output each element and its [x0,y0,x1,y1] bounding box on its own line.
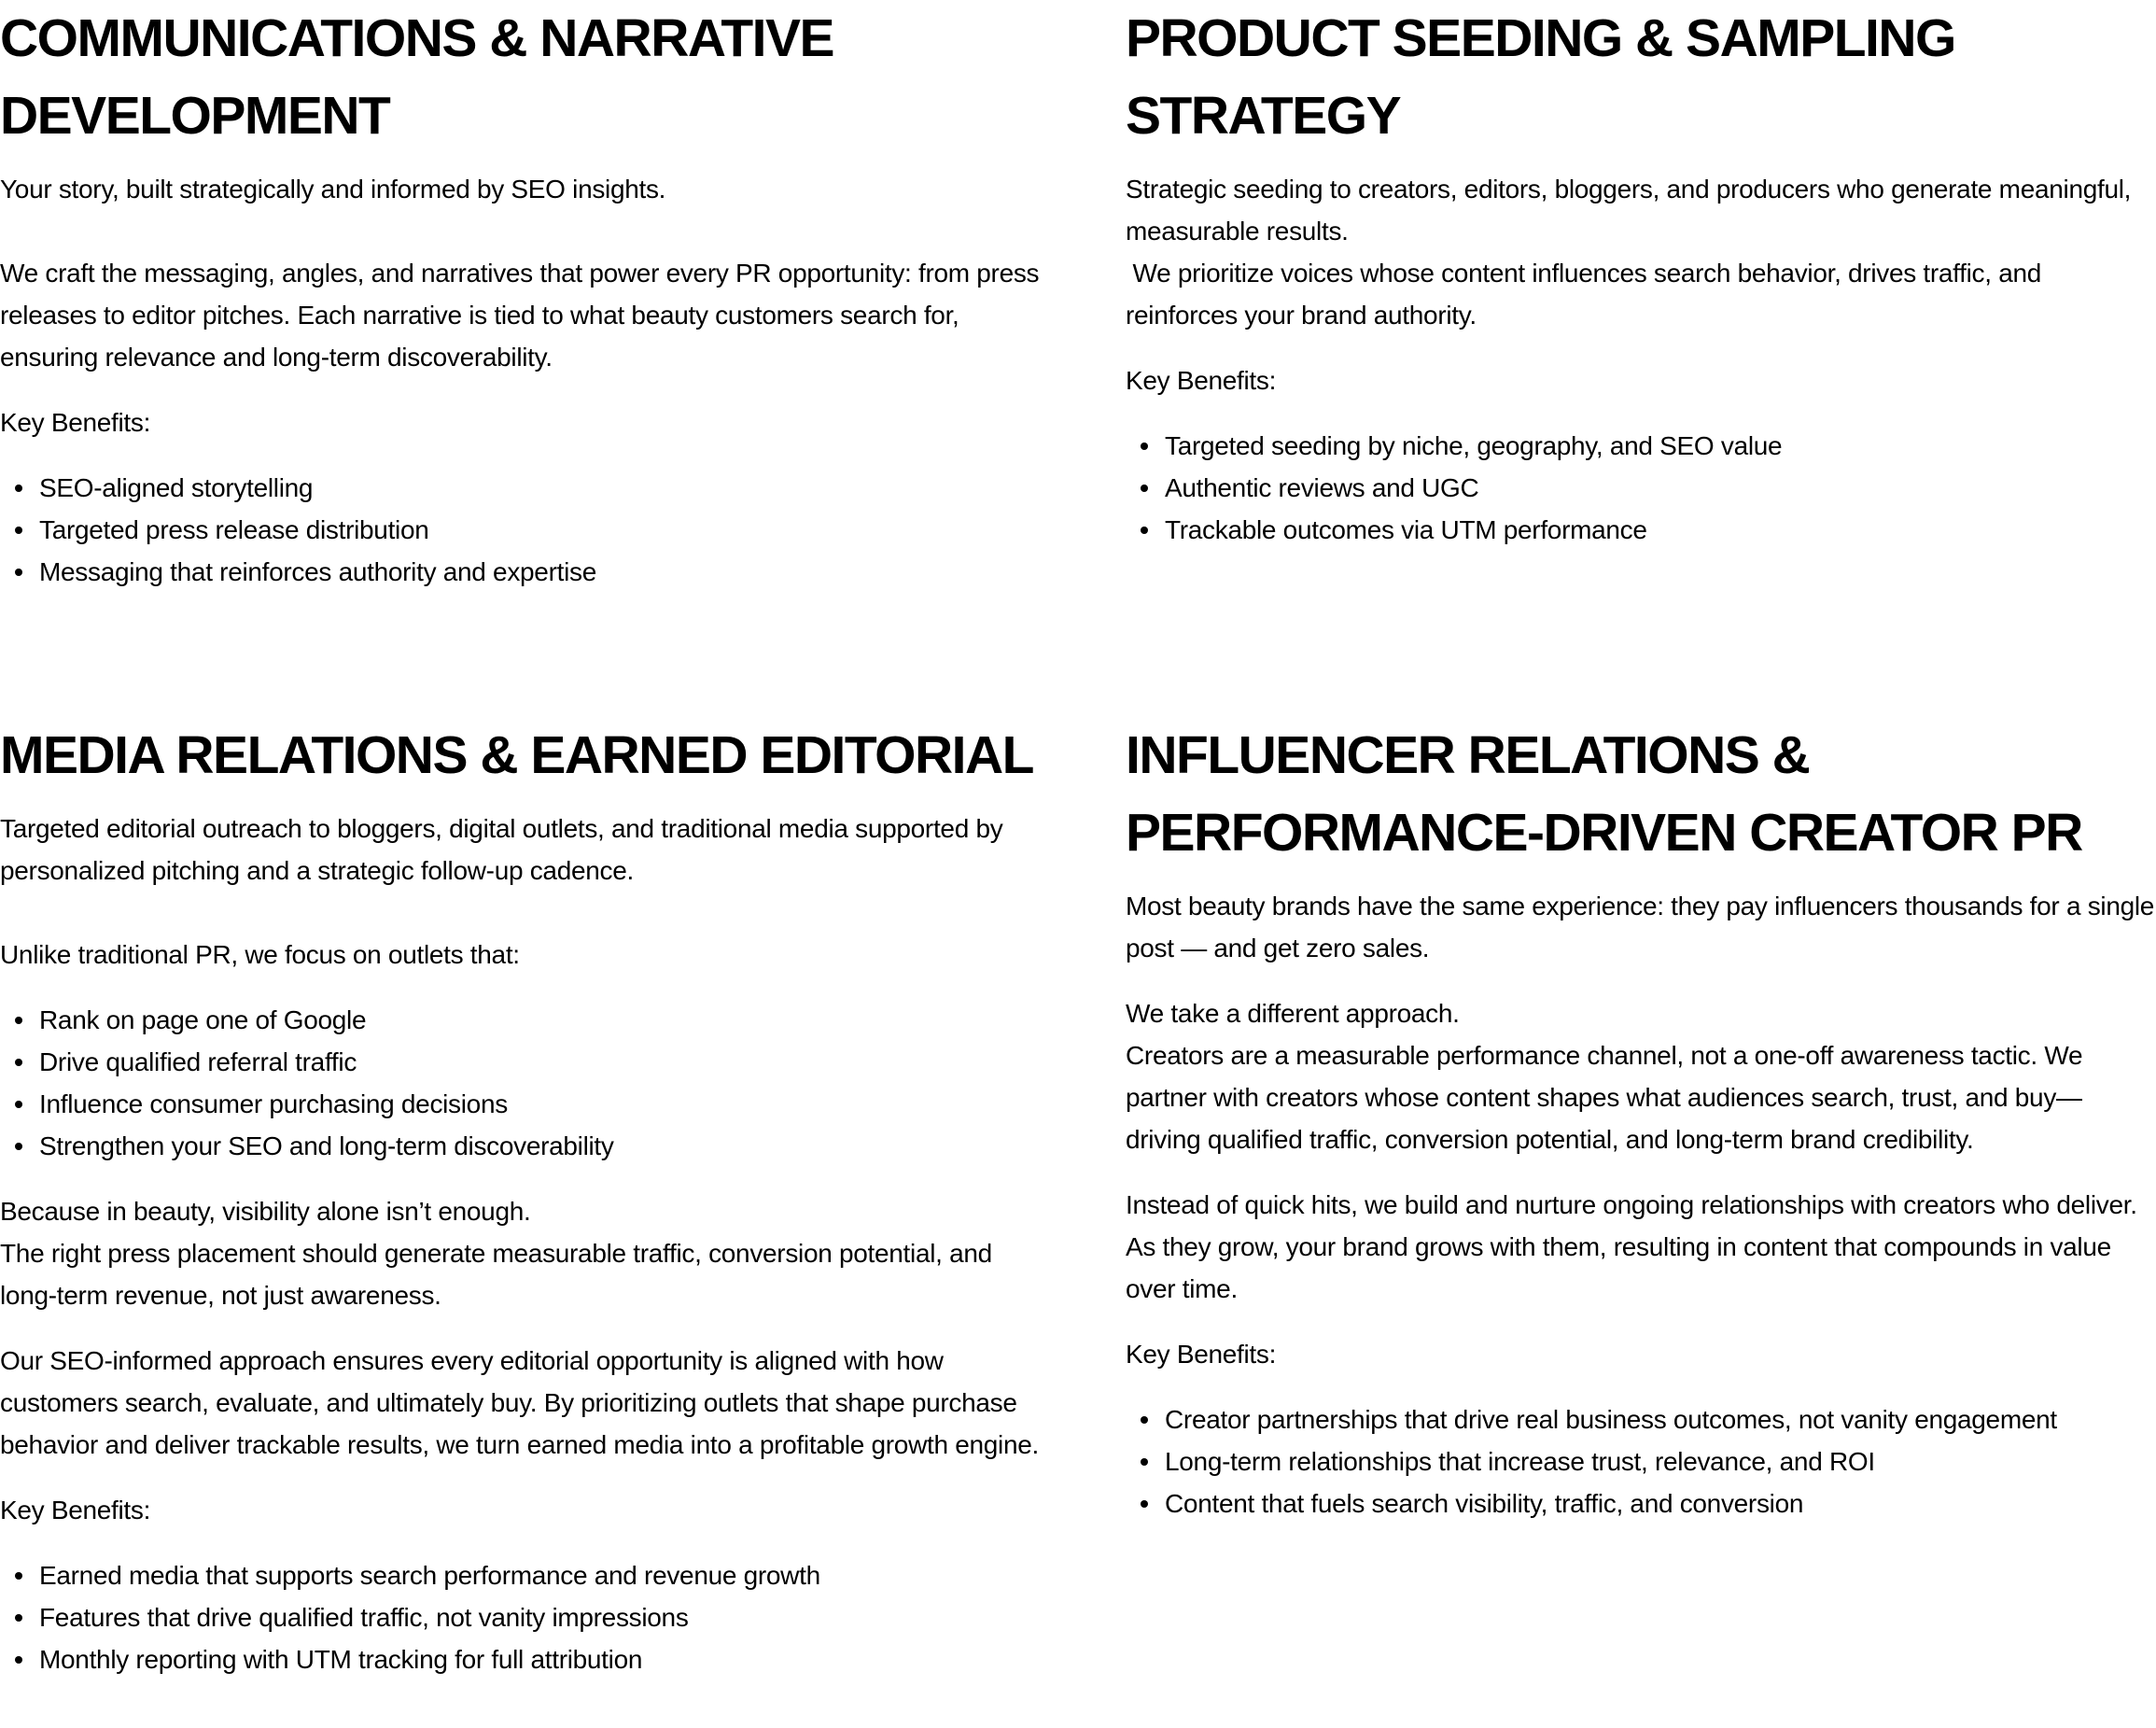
visibility-statement-continued: The right press placement should generate measurable traffic, conversion potential, and long-term revenue, not just awareness. [0,1239,992,1310]
section-intro: Strategic seeding to creators, editors, bloggers, and producers who generate meaningful, measurable results. [1126,175,2132,246]
benefits-list [1126,1398,2156,1524]
section-intro: Targeted editorial outreach to bloggers, digital outlets, and traditional media supported by personalized pitching and a strategic follow-up cadence. [0,814,1003,885]
key-benefits-label: Key Benefits: [0,408,151,437]
list-item: Features that drive qualified traffic, not vanity impressions [39,1596,1050,1638]
list-item: Drive qualified referral traffic [39,1041,1050,1083]
benefits-list [0,1554,1050,1680]
section-media-relations [0,717,1050,1680]
outlets-label: Unlike traditional PR, we focus on outlets that: [0,940,520,969]
list-item: Strengthen your SEO and long-term discoverability [39,1125,1050,1167]
section-body: We craft the messaging, angles, and narratives that power every PR opportunity: from press releases to editor pitches. Each narrative is tied to what beauty customers search for, ensuring relevance and long-term discoverability. [0,259,1040,372]
list-item: Influence consumer purchasing decisions [39,1083,1050,1125]
list-item: Creator partnerships that drive real business outcomes, not vanity engagement [1165,1398,2156,1440]
outlets-list [0,999,1050,1167]
approach-paragraph: Our SEO-informed approach ensures every editorial opportunity is aligned with how customers search, evaluate, and ultimately buy. By prioritizing outlets that shape purchase behavior and deliver trackable results, we turn earned media into a profitable growth engine. [0,1346,1039,1459]
visibility-statement: Because in beauty, visibility alone isn’t enough. [0,1197,531,1226]
section-communications [0,0,1050,593]
list-item: Content that fuels search visibility, traffic, and conversion [1165,1482,2156,1524]
section-influencer-relations [1126,717,2156,1524]
list-item: Targeted seeding by niche, geography, and SEO value [1165,425,2156,467]
approach-statement: We take a different approach. [1126,999,1460,1028]
key-benefits-label: Key Benefits: [1126,1340,1277,1369]
list-item: Trackable outcomes via UTM performance [1165,509,2156,551]
list-item: Messaging that reinforces authority and expertise [39,551,1050,593]
section-intro-continued: We prioritize voices whose content influences search behavior, drives traffic, and reinforces your brand authority. [1126,259,2049,330]
key-benefits-label: Key Benefits: [0,1496,151,1524]
section-title: PRODUCT SEEDING & SAMPLING STRATEGY [1126,8,1955,146]
key-benefits-label: Key Benefits: [1126,366,1277,395]
list-item: Earned media that supports search performance and revenue growth [39,1554,1050,1596]
section-product-seeding [1126,0,2156,551]
benefits-list [0,467,1050,593]
relationships-paragraph: Instead of quick hits, we build and nurture ongoing relationships with creators who deliver. As they grow, your brand grows with them, resulting in content that compounds in value over time. [1126,1190,2137,1303]
section-title: INFLUENCER RELATIONS & PERFORMANCE-DRIVEN CREATOR PR [1126,725,2082,863]
section-intro: Most beauty brands have the same experience: they pay influencers thousands for a single post — and get zero sales. [1126,892,2155,962]
list-item: Rank on page one of Google [39,999,1050,1041]
list-item: Targeted press release distribution [39,509,1050,551]
list-item: SEO-aligned storytelling [39,467,1050,509]
list-item: Authentic reviews and UGC [1165,467,2156,509]
benefits-list [1126,425,2156,551]
section-title: MEDIA RELATIONS & EARNED EDITORIAL [0,725,1033,785]
section-title: COMMUNICATIONS & NARRATIVE DEVELOPMENT [0,8,834,146]
approach-paragraph: Creators are a measurable performance channel, not a one-off awareness tactic. We partner with creators whose content shapes what audiences search, trust, and buy—driving qualified traffic, conversion potential, and long-term brand credibility. [1126,1041,2083,1154]
list-item: Long-term relationships that increase trust, relevance, and ROI [1165,1440,2156,1482]
list-item: Monthly reporting with UTM tracking for full attribution [39,1638,1050,1680]
section-intro: Your story, built strategically and informed by SEO insights. [0,175,666,204]
